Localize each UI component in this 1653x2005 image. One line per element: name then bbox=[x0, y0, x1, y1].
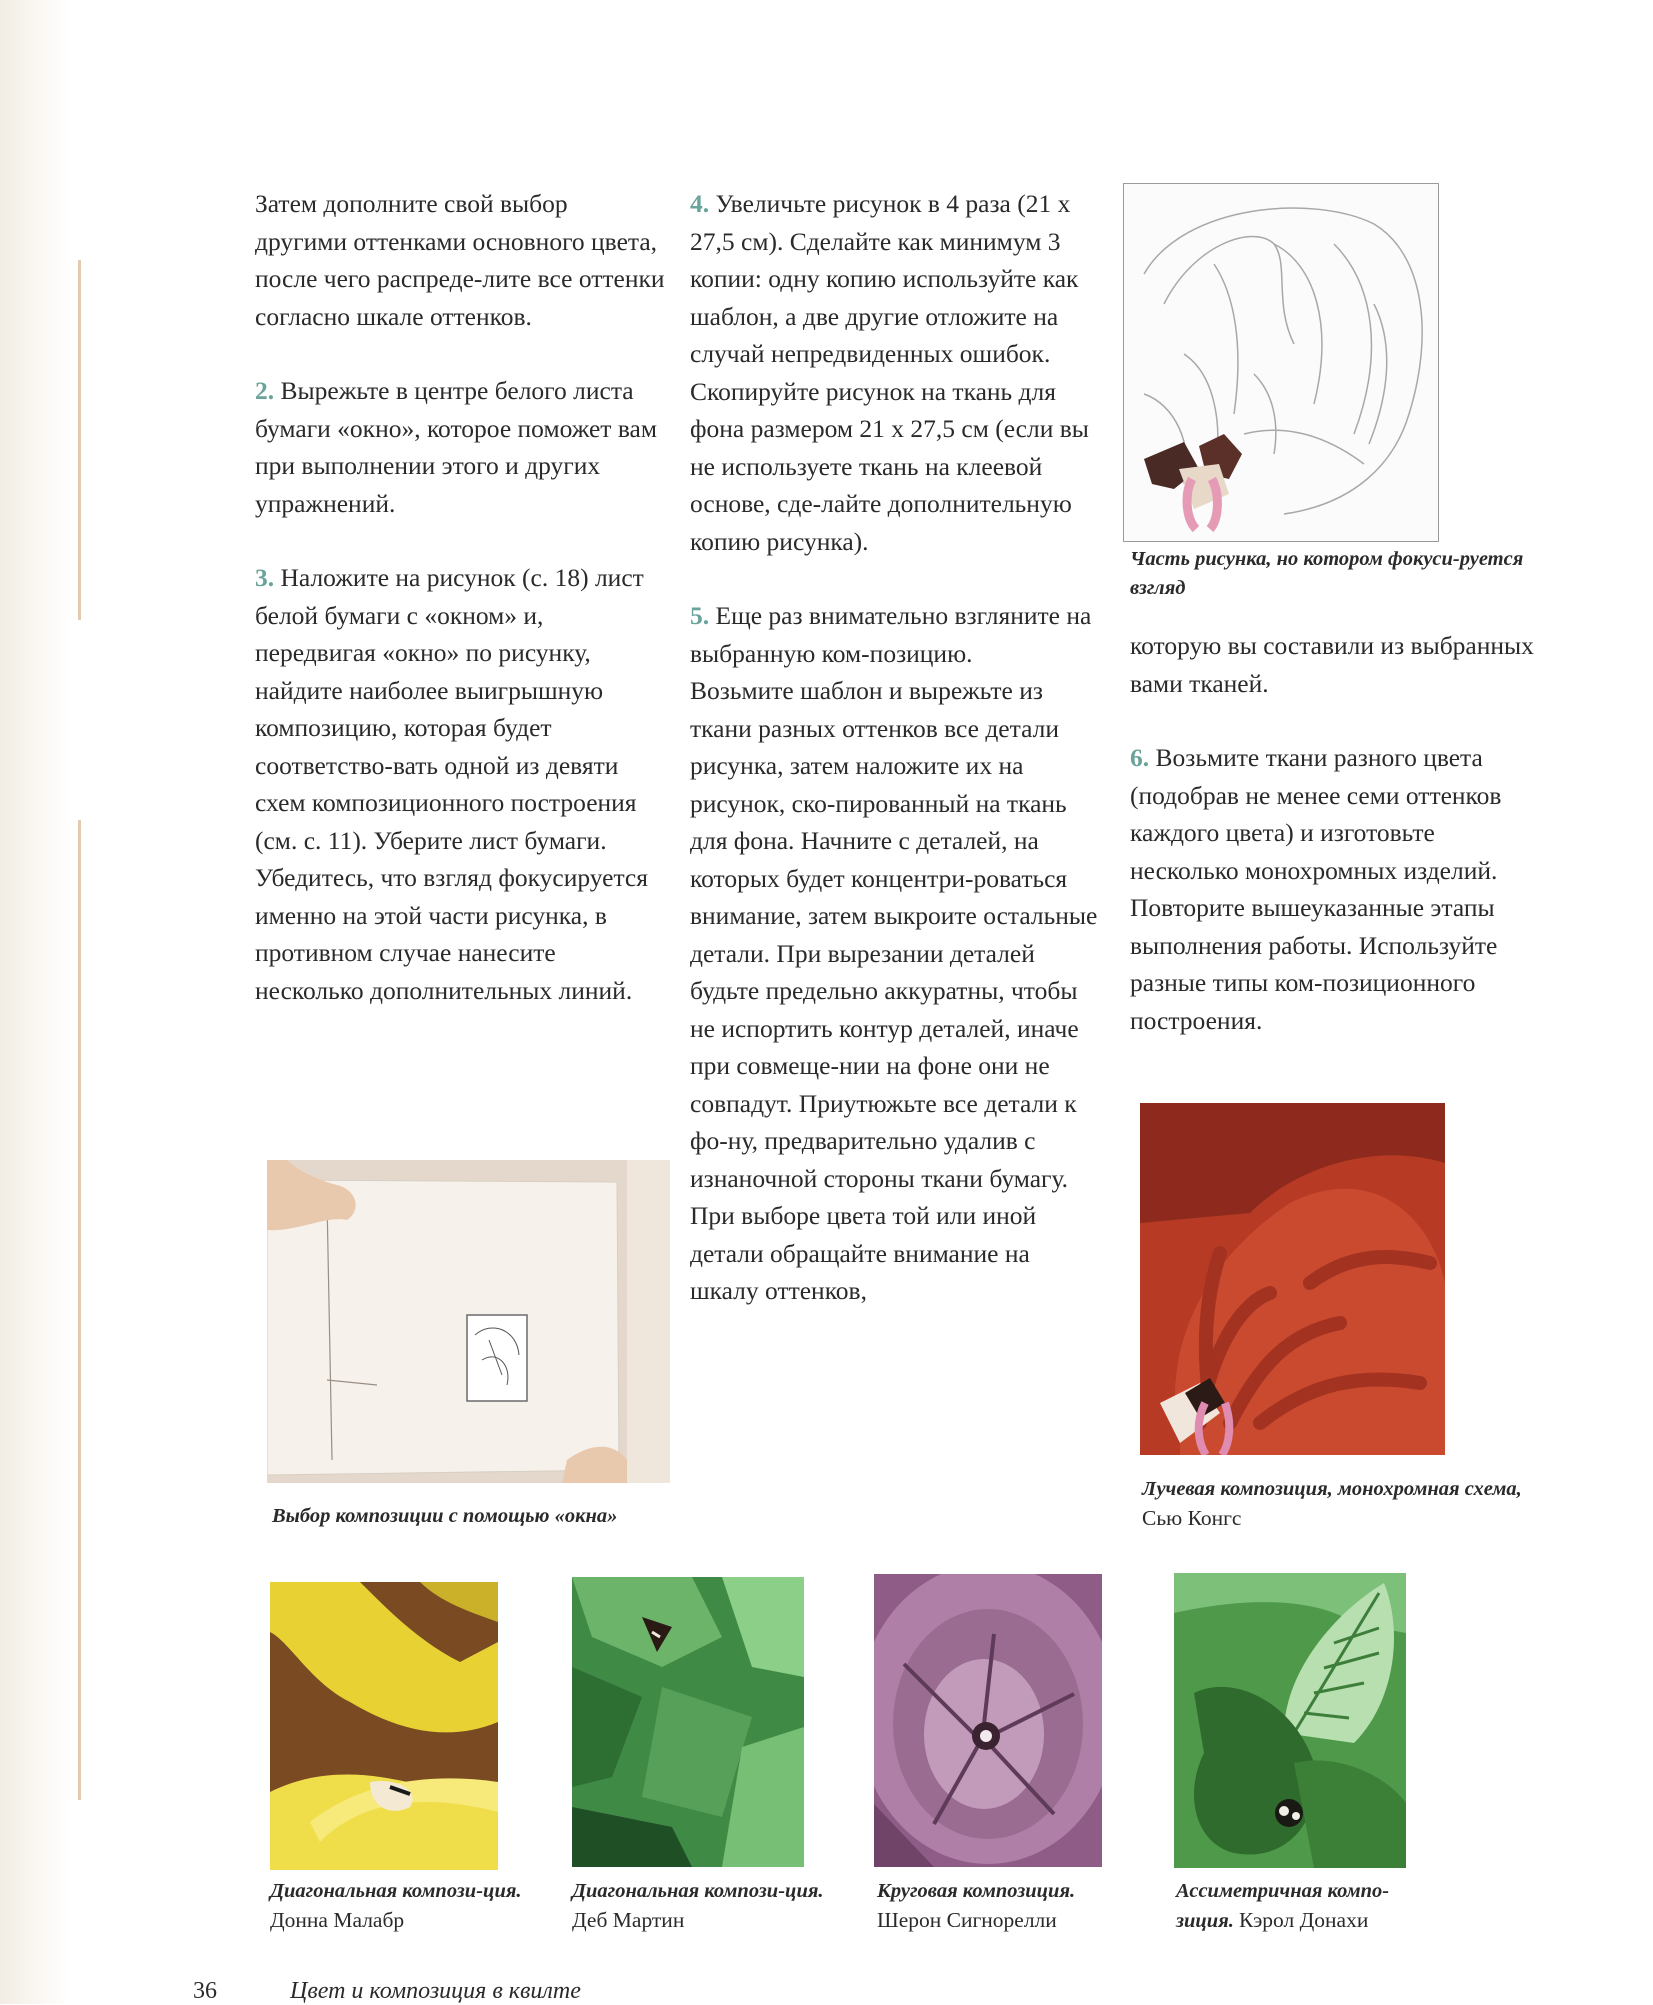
asymmetric-quilt-green bbox=[1174, 1573, 1406, 1868]
step-number: 3. bbox=[255, 563, 275, 592]
step-text: Возьмите ткани разного цвета (подобрав не менее семи оттенков каждого цвета) и изготовьте несколько монохромных изделий. Повторите вышеуказанные этапы выполнения работы. Используйте разные типы ком-позиционного построения. bbox=[1130, 743, 1502, 1035]
book-binding-shadow bbox=[0, 0, 70, 2004]
bottom-caption-4 bbox=[1176, 1877, 1436, 1936]
page-number: 36 bbox=[193, 1978, 217, 2004]
paragraph-continued: которую вы составили из выбранных вами тканей. bbox=[1130, 631, 1534, 698]
step-text: Вырежьте в центре белого листа бумаги «окно», которое поможет вам при выполнении этого и других упражнений. bbox=[255, 376, 657, 518]
radial-author: Сью Конгс bbox=[1142, 1506, 1242, 1530]
window-selection-photo bbox=[267, 1160, 670, 1483]
bottom-author-4: Кэрол Донахи bbox=[1239, 1908, 1369, 1932]
line-drawing-caption: Часть рисунка, но котором фокуси-руется взгляд bbox=[1130, 548, 1524, 599]
step-number: 2. bbox=[255, 376, 275, 405]
paragraph-step-6 bbox=[1130, 739, 1535, 1039]
radial-title: Лучевая композиция, монохромная схема, bbox=[1142, 1478, 1522, 1500]
bottom-author-3: Шерон Сигнорелли bbox=[877, 1908, 1057, 1932]
step-number: 5. bbox=[690, 601, 710, 630]
running-title: Цвет и композиция в квилте bbox=[290, 1978, 581, 2004]
diagonal-quilt-green bbox=[572, 1577, 804, 1867]
bottom-title-2: Диагональная компози-ция. bbox=[572, 1880, 824, 1902]
bottom-title-1: Диагональная компози-ция. bbox=[270, 1880, 522, 1902]
radial-composition-quilt bbox=[1140, 1103, 1445, 1455]
text-column-3 bbox=[1130, 627, 1535, 1076]
step-text: Наложите на рисунок (с. 18) лист белой бумаги с «окном» и, передвигая «окно» по рисунку, найдите наиболее выигрышную композицию, которая будет соответство-вать одной из девяти схем композиционного построения (см. с. 11). Уберите лист бумаги. Убедитесь, что взгляд фокусируется именно на этой части рисунка, в противном случае нанесите несколько дополнительных линий. bbox=[255, 563, 648, 1005]
bottom-author-1: Донна Малабр bbox=[270, 1908, 405, 1932]
focal-flower-center bbox=[1144, 434, 1242, 529]
paragraph-intro: Затем дополните свой выбор другими оттенками основного цвета, после чего распреде-лите все оттенки согласно шкале оттенков. bbox=[255, 189, 665, 331]
paragraph-step-5-continued: Возьмите шаблон и вырежьте из ткани разных оттенков все детали рисунка, затем наложите их на рисунок, ско-пированный на ткань для фона. Начните с деталей, на которых будет концентри-роваться внимание, затем выкроите остальные детали. При вырезании деталей будьте предельно аккуратны, чтобы не испортить контур деталей, иначе при совмеще-нии на фоне они не совпадут. Приутюжьте все детали к фо-ну, предварительно удалив с изнаночной стороны ткани бумагу. При выборе цвета той или иной детали обращайте внимание на шкалу оттенков, bbox=[690, 676, 1098, 1305]
bottom-title-3: Круговая композиция. bbox=[877, 1880, 1076, 1902]
text-column-1 bbox=[255, 185, 665, 1046]
step-number: 4. bbox=[690, 189, 710, 218]
bottom-title-4: Ассиметричная компо-зиция. bbox=[1176, 1880, 1390, 1932]
paragraph-step-3 bbox=[255, 559, 665, 1009]
binding-edge-top bbox=[78, 260, 81, 620]
circular-quilt-purple bbox=[874, 1574, 1102, 1867]
paragraph-step-5 bbox=[690, 597, 1100, 672]
bottom-caption-3 bbox=[877, 1877, 1137, 1936]
binding-edge-bottom bbox=[78, 820, 81, 1800]
step-number: 6. bbox=[1130, 743, 1150, 772]
text-column-2 bbox=[690, 185, 1100, 1310]
step-text: Увеличьте рисунок в 4 раза (21 x 27,5 см). Сделайте как минимум 3 копии: одну копию используйте как шаблон, а две другие отложите на случай непредвиденных ошибок. Скопируйте рисунок на ткань для фона размером 21 x 27,5 см (если вы не используете ткань на клеевой основе, сде-лайте дополнительную копию рисунка). bbox=[690, 189, 1089, 556]
diagonal-quilt-yellow bbox=[270, 1582, 498, 1870]
paragraph-step-2 bbox=[255, 372, 665, 522]
bottom-author-2: Деб Мартин bbox=[572, 1908, 685, 1932]
step-text: Еще раз внимательно взгляните на выбранную ком-позицию. bbox=[690, 601, 1092, 668]
window-selection-caption: Выбор композиции с помощью «окна» bbox=[272, 1505, 618, 1527]
bottom-caption-2 bbox=[572, 1877, 832, 1936]
paragraph-step-4 bbox=[690, 185, 1100, 560]
line-drawing-figure bbox=[1123, 183, 1439, 542]
bottom-caption-1 bbox=[270, 1877, 530, 1936]
radial-composition-caption bbox=[1142, 1475, 1542, 1534]
